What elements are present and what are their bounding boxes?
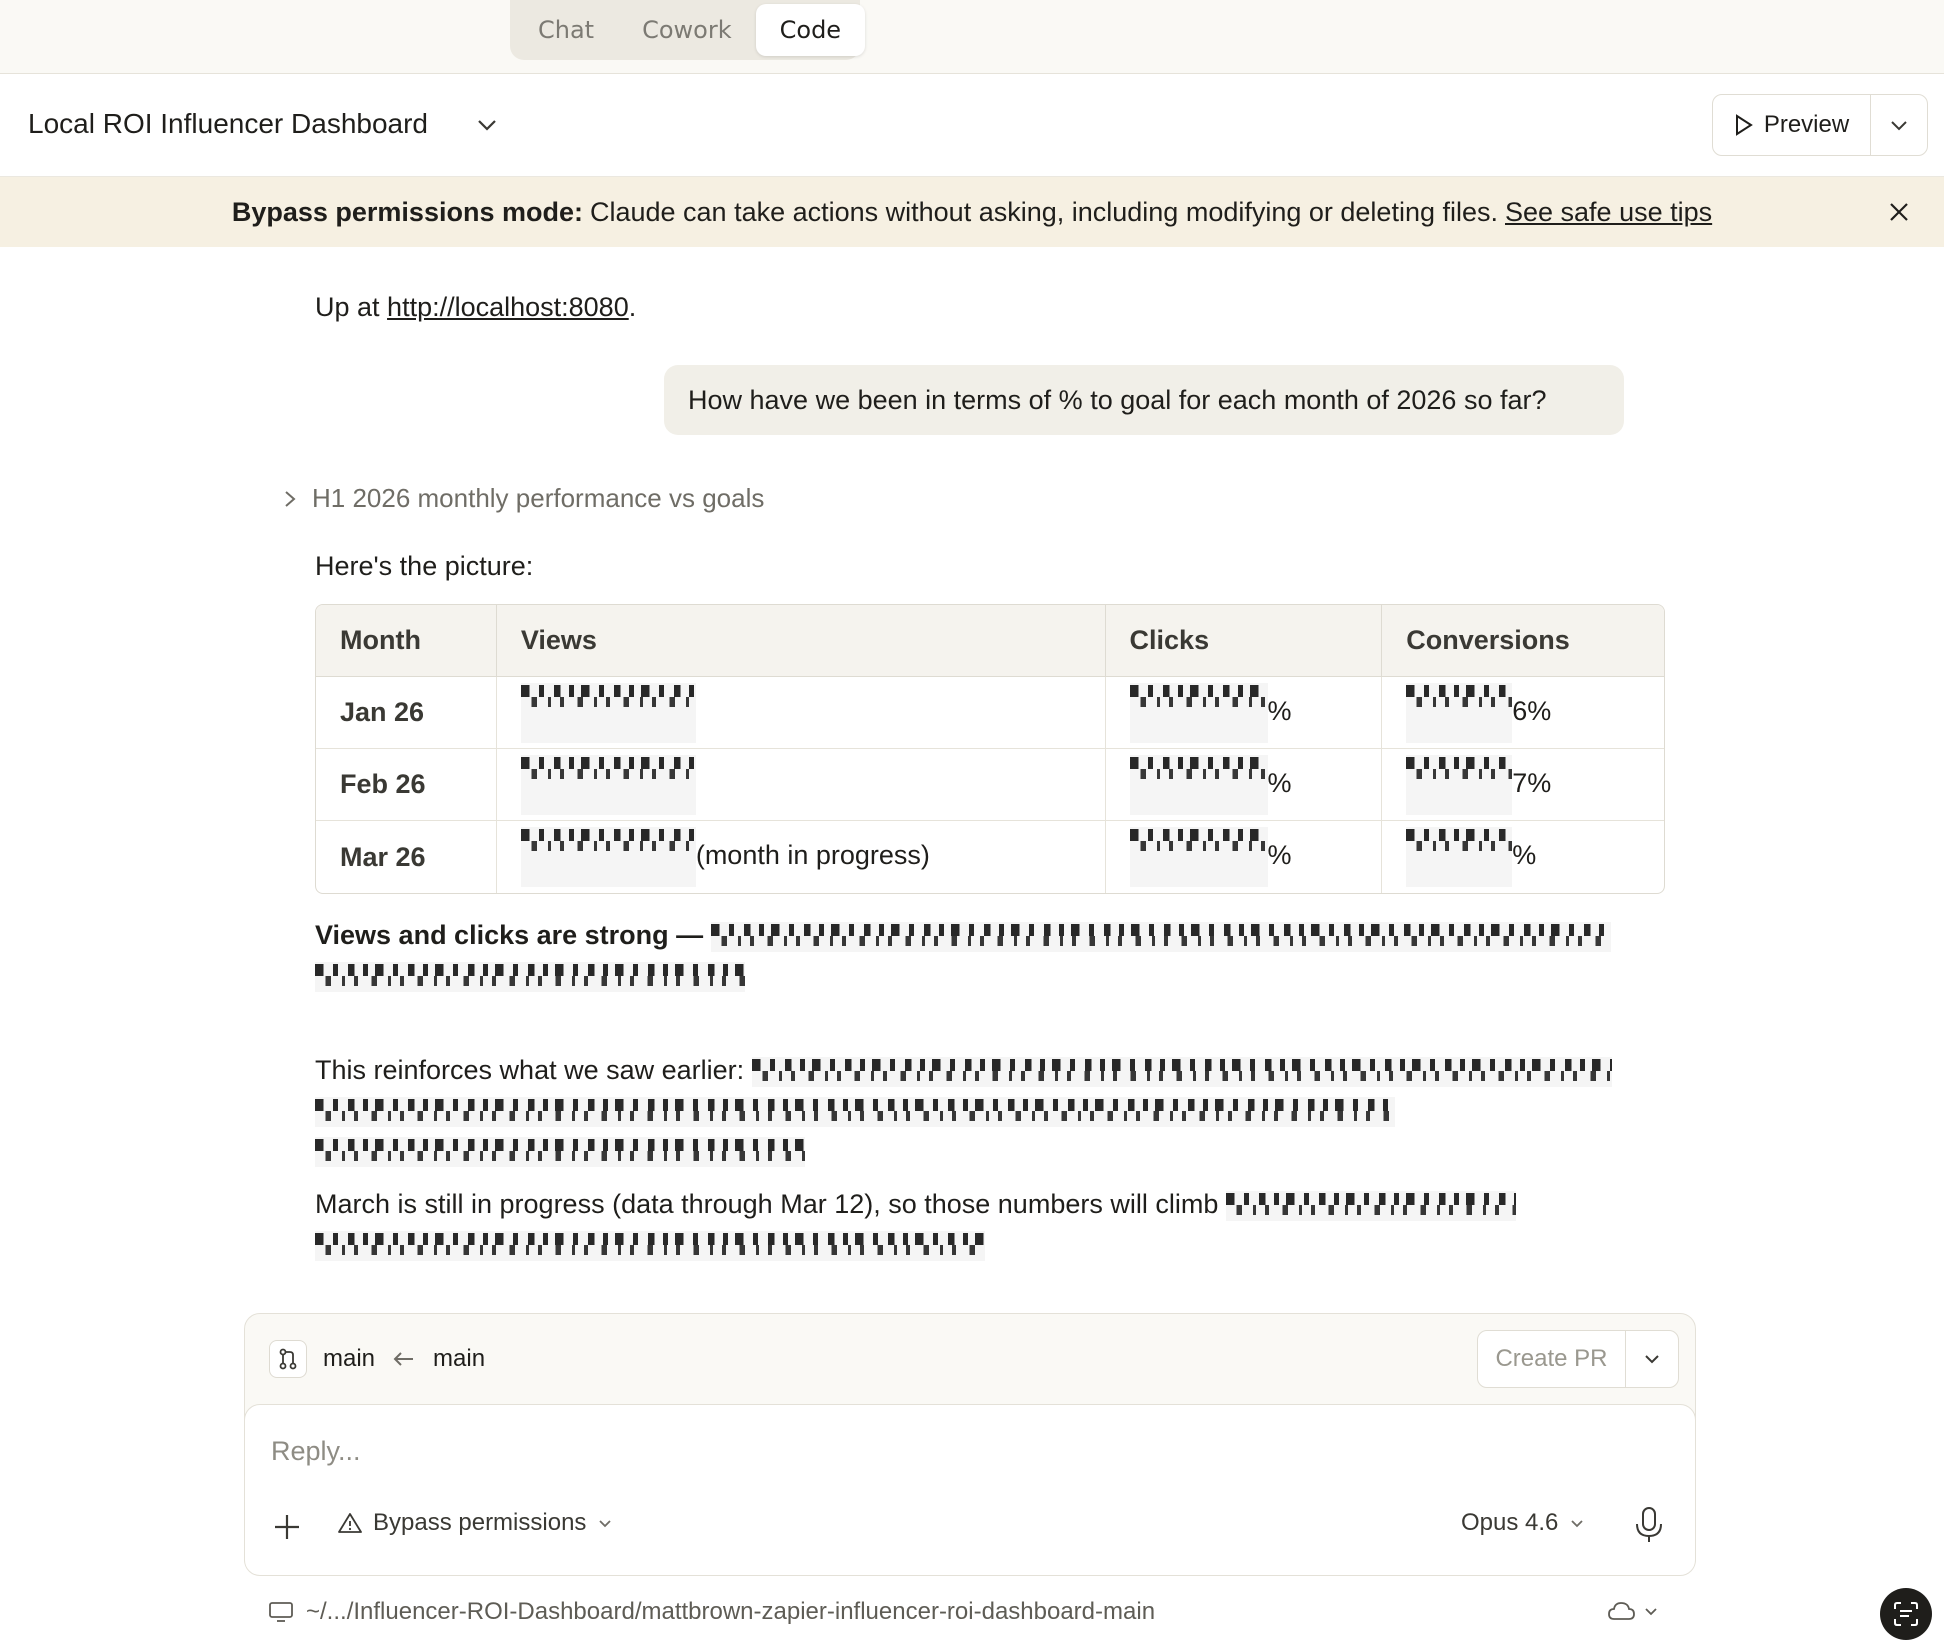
paragraph-reinforces [315,1050,1665,1170]
redacted-value [521,683,696,743]
chevron-down-icon [1568,1514,1586,1532]
model-selector[interactable] [1461,1509,1586,1537]
redacted-text [315,1097,1395,1127]
redacted-value [521,827,696,887]
header [0,74,1944,177]
redacted-value [1130,683,1268,743]
safe-use-tips-link[interactable]: See safe use tips [1505,196,1713,227]
chevron-down-icon [1642,1602,1660,1620]
month-cell: Mar 26 [316,821,497,893]
environment-selector[interactable] [1606,1600,1660,1622]
header-conversions: Conversions [1382,605,1664,677]
table-row [316,821,1664,893]
arrow-left-icon [391,1349,417,1369]
chevron-right-icon [280,487,300,511]
tool-call-toggle[interactable] [280,483,764,514]
paragraph-lead: March is still in progress (data through Mar 12), so those numbers will climb [315,1189,1219,1219]
up-at-prefix: Up at [315,292,388,322]
assistant-message-url [315,292,636,323]
create-pr-group [1477,1330,1679,1388]
permissions-mode-button[interactable] [337,1509,614,1537]
monitor-icon [268,1601,294,1623]
redacted-value [1406,755,1512,815]
header-views: Views [497,605,1106,677]
redacted-text [315,1137,805,1167]
redacted-value [1130,827,1268,887]
working-directory-path: ~/.../Influencer-ROI-Dashboard/mattbrown-zapier-influencer-roi-dashboard-main [306,1598,1156,1625]
preview-button-group [1712,94,1928,156]
project-title[interactable]: Local ROI Influencer Dashboard [28,108,428,139]
localhost-link[interactable]: http://localhost:8080 [387,292,629,322]
redacted-value [1130,755,1268,815]
up-at-suffix: . [628,292,637,322]
conversions-cell [1382,821,1664,893]
microphone-icon[interactable] [1631,1505,1667,1545]
redacted-text [711,922,1611,952]
tool-call-label: H1 2026 monthly performance vs goals [312,483,765,513]
paragraph-lead: This reinforces what we saw earlier: [315,1055,745,1085]
user-message: How have we been in terms of % to goal for each month of 2026 so far? [664,365,1624,435]
permissions-label: Bypass permissions [373,1509,587,1536]
tab-code[interactable]: Code [756,4,865,56]
chevron-down-icon [1641,1348,1663,1370]
reply-box [244,1404,1696,1576]
play-icon [1734,114,1754,136]
branch-source[interactable]: main [433,1345,486,1372]
mode-tabs [510,0,860,60]
performance-table [315,604,1665,894]
paragraph-lead: Views and clicks are strong — [315,920,704,950]
conversions-suffix: % [1512,840,1537,871]
redacted-text [752,1057,1612,1087]
conversions-suffix: 6% [1512,695,1552,726]
conversions-cell [1382,677,1664,749]
warning-icon [337,1511,363,1535]
top-bar [0,0,1944,74]
month-cell: Jan 26 [316,677,497,749]
views-cell [497,749,1106,821]
conversation [0,247,1944,1307]
redacted-text [1226,1191,1516,1221]
assistant-panel-button[interactable] [1880,1588,1932,1640]
chevron-down-icon [596,1514,614,1532]
scan-text-icon [1891,1599,1921,1629]
composer [244,1313,1696,1575]
redacted-value [1406,683,1512,743]
permissions-banner [0,177,1944,247]
tab-chat[interactable]: Chat [538,16,595,44]
header-clicks: Clicks [1106,605,1383,677]
clicks-suffix: % [1267,695,1292,726]
table-row [316,749,1664,821]
model-label: Opus 4.6 [1461,1509,1559,1536]
redacted-text [315,962,745,992]
banner-text: Claude can take actions without asking, including modifying or deleting files. [589,196,1498,227]
clicks-cell [1106,749,1383,821]
views-suffix: (month in progress) [695,840,930,871]
conversions-cell [1382,749,1664,821]
clicks-cell [1106,821,1383,893]
redacted-value [521,755,696,815]
reply-input[interactable] [271,1431,1571,1471]
preview-button[interactable] [1713,95,1871,155]
working-directory[interactable] [268,1598,1155,1626]
paragraph-views-clicks [315,915,1665,995]
clicks-suffix: % [1267,767,1292,798]
views-cell [497,677,1106,749]
close-icon[interactable] [1884,197,1914,227]
chevron-down-icon [1887,113,1911,137]
paragraph-march [315,1184,1665,1264]
table-header-row [316,605,1664,677]
banner-title: Bypass permissions mode: [231,196,583,227]
conversions-suffix: 7% [1512,767,1552,798]
git-branch-icon[interactable] [269,1340,307,1378]
preview-options-button[interactable] [1871,95,1927,155]
intro-text: Here's the picture: [315,551,534,581]
preview-label: Preview [1763,111,1850,138]
create-pr-button[interactable]: Create PR [1478,1331,1626,1387]
clicks-suffix: % [1267,840,1292,871]
chevron-down-icon[interactable] [472,110,502,140]
month-cell: Feb 26 [316,749,497,821]
table-row [316,677,1664,749]
branch-target[interactable]: main [323,1345,376,1372]
redacted-value [1406,827,1512,887]
tab-cowork[interactable]: Cowork [642,16,732,44]
plus-icon[interactable] [271,1511,303,1543]
redacted-text [315,1231,985,1261]
create-pr-options-button[interactable] [1626,1331,1678,1387]
header-month: Month [316,605,497,677]
clicks-cell [1106,677,1383,749]
cloud-icon [1606,1600,1636,1622]
views-cell [497,821,1106,893]
